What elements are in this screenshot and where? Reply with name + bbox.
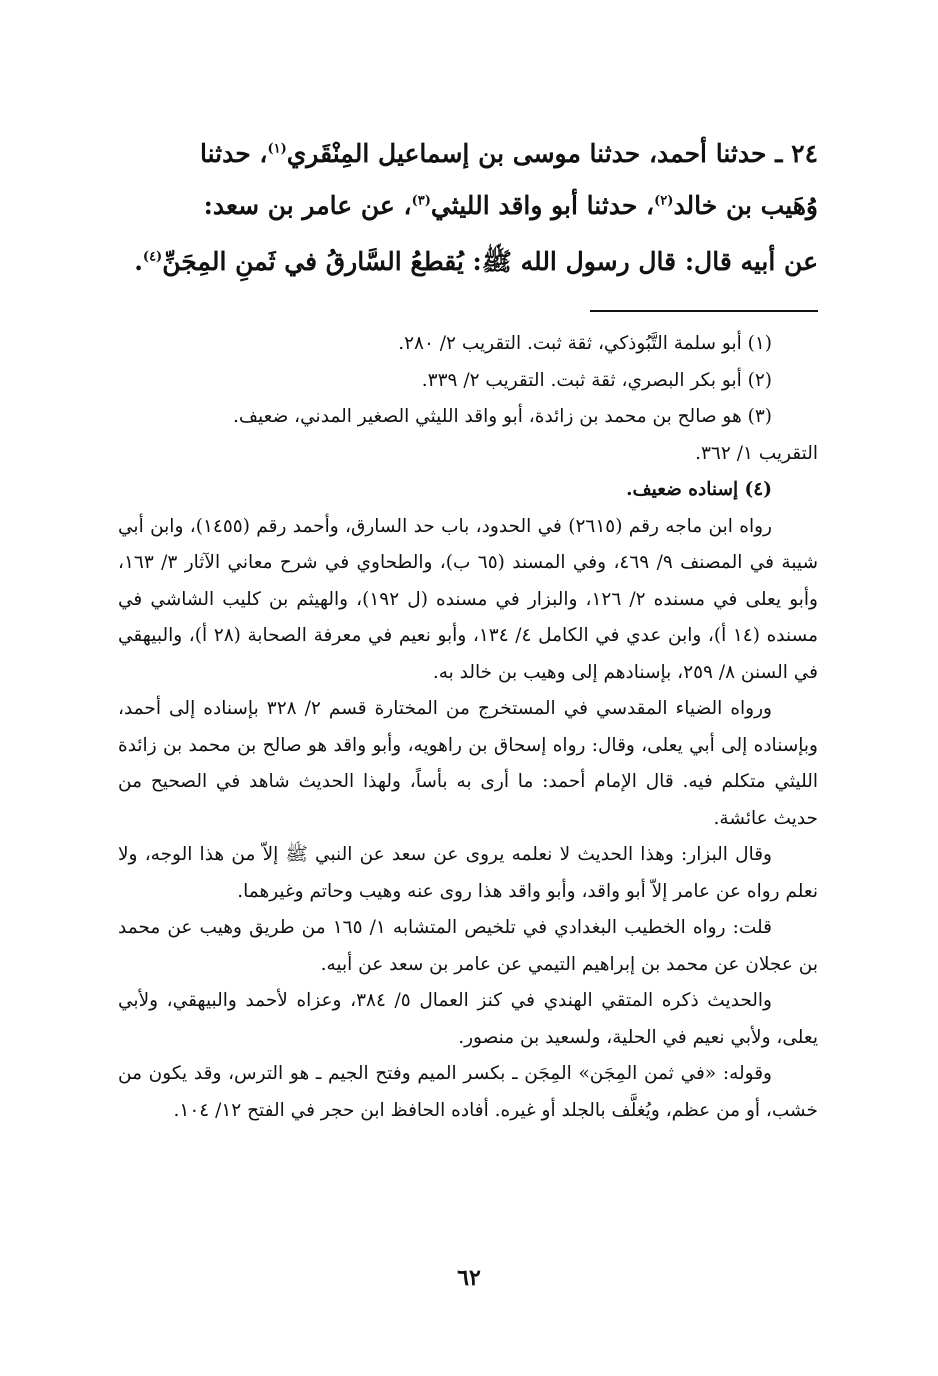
footnote-4-paragraph-5: والحديث ذكره المتقي الهندي في كنز العمال ٥/ ٣٨٤، وعزاه لأحمد والبيهقي، ولأبي يعلى، ولأبي نعيم في الحلية، ولسعيد بن منصور. <box>118 990 818 1048</box>
footnote-1: (١) أبو سلمة التَّبُوذكي، ثقة ثبت. التقريب ٢/ ٢٨٠. <box>398 333 772 354</box>
footnote-4-paragraph-1: رواه ابن ماجه رقم (٢٦١٥) في الحدود، باب حد السارق، وأحمد رقم (١٤٥٥)، وابن أبي شيبة في المصنف ٩/ ٤٦٩، وفي المسند (٦٥ ب)، والطحاوي في شرح معاني الآثار ٣/ ١٦٣، وأبو يعلى في مسنده ٢/ ١٢٦، والبزار في مسنده (ل ١٩٢)، والهيثم بن كليب الشاشي في مسنده (١٤ أ)، وابن عدي في الكامل ٤/ ١٣٤، وأبو نعيم في معرفة الصحابة (٢٨ أ)، والبيهقي في السنن ٨/ ٢٥٩، بإسنادهم إلى وهيب بن خالد به. <box>118 515 818 683</box>
hadith-line-1 <box>118 128 818 180</box>
hadith-line-1-tail: ، حدثنا <box>199 139 268 168</box>
footnote-separator <box>590 310 818 312</box>
footnote-ref-4: (٤) <box>142 249 163 265</box>
page-number: ٦٢ <box>457 1265 481 1291</box>
footnote-4-paragraph-4: قلت: رواه الخطيب البغدادي في تلخيص المتشابه ١/ ١٦٥ من طريق وهيب عن محمد بن عجلان عن محمد بن إبراهيم التيمي عن عامر بن سعد عن أبيه. <box>118 917 818 975</box>
hadith-line-3-end: . <box>134 247 143 276</box>
footnote-4: (٤) إسناده ضعيف. <box>626 479 772 500</box>
hadith-line-2 <box>118 180 818 232</box>
hadith-text <box>118 128 818 288</box>
page-content <box>118 128 818 1129</box>
footnote-4-paragraph-2: ورواه الضياء المقدسي في المستخرج من المختارة قسم ٢/ ٣٢٨ بإسناده إلى أحمد، وبإسناده إلى أبي يعلى، وقال: رواه إسحاق بن راهويه، وأبو واقد هو صالح بن محمد بن زائدة الليثي متكلم فيه. قال الإمام أحمد: ما أرى به بأساً، ولهذا الحديث شاهد في الصحيح من حديث عائشة. <box>118 698 818 829</box>
hadith-line-3 <box>118 236 818 288</box>
footnote-ref-3: (٣) <box>411 193 431 209</box>
footnote-ref-2: (٢) <box>654 193 674 209</box>
footnote-3: (٣) هو صالح بن محمد بن زائدة، أبو واقد الليثي الصغير المدني، ضعيف. <box>233 406 772 427</box>
hadith-line-3-text: عن أبيه قال: قال رسول الله ﷺ: يُقطعُ السَّارقُ في ثَمنِ المِجَنِّ <box>162 247 818 276</box>
hadith-line-2c: ، عن عامر بن سعد: <box>203 191 412 220</box>
hadith-line-2b: ، حدثنا أبو واقد الليثي <box>430 191 655 220</box>
footnote-2: (٢) أبو بكر البصري، ثقة ثبت. التقريب ٢/ ٣٣٩. <box>421 369 772 391</box>
footnote-4-paragraph-6: وقوله: «في ثمن المِجَن» المِجَن ـ بكسر الميم وفتح الجيم ـ هو الترس، وقد يكون من خشب، أو من عظم، ويُغلَّف بالجلد أو غيره. أفاده الحافظ ابن حجر في الفتح ١٢/ ١٠٤. <box>118 1063 818 1121</box>
footnote-4-paragraph-3: وقال البزار: وهذا الحديث لا نعلمه يروى عن سعد عن النبي ﷺ إلاّ من هذا الوجه، ولا نعلم رواه عن عامر إلاّ أبو واقد، وأبو واقد هذا روى عنه وهيب وحاتم وغيرهما. <box>118 844 818 902</box>
hadith-line-2a: وُهَيب بن خالد <box>673 191 818 220</box>
hadith-line-1-text: ٢٤ ـ حدثنا أحمد، حدثنا موسى بن إسماعيل المِنْقَري <box>286 139 818 168</box>
footnotes <box>118 326 818 1129</box>
footnote-ref-1: (١) <box>267 141 287 157</box>
footnote-3-continuation: التقريب ١/ ٣٦٢. <box>695 442 818 464</box>
